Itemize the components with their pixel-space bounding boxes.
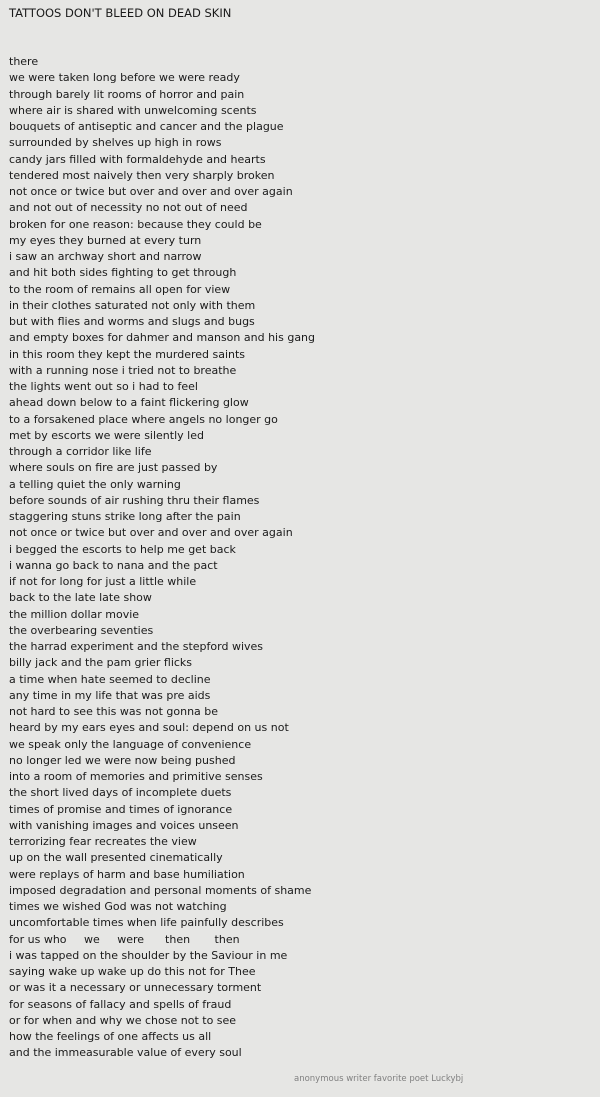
poem-title: TATTOOS DON'T BLEED ON DEAD SKIN bbox=[9, 6, 232, 20]
poem-line: times of promise and times of ignorance bbox=[9, 802, 233, 816]
poem-line: we speak only the language of convenience bbox=[9, 737, 252, 751]
poem-line: and empty boxes for dahmer and manson and his gang bbox=[9, 331, 316, 345]
poem-line: or was it a necessary or unnecessary torment bbox=[9, 981, 262, 995]
poem-line: and hit both sides fighting to get through bbox=[9, 266, 237, 280]
poem-line: the short lived days of incomplete duets bbox=[9, 786, 232, 800]
author-credit: anonymous writer favorite poet Luckybj bbox=[294, 1074, 464, 1084]
poem-line: if not for long for just a little while bbox=[9, 575, 197, 588]
poem-line: for seasons of fallacy and spells of fraud bbox=[9, 997, 232, 1011]
poem-line: candy jars filled with formaldehyde and hearts bbox=[9, 152, 266, 166]
poem-line: surrounded by shelves up high in rows bbox=[9, 136, 222, 150]
poem-line: tendered most naively then very sharply broken bbox=[9, 168, 275, 182]
poem-line: with vanishing images and voices unseen bbox=[9, 818, 239, 832]
poem-line: how the feelings of one affects us all bbox=[9, 1030, 212, 1043]
poem-line: not once or twice but over and over and over again bbox=[9, 526, 293, 540]
poem-line: back to the late late show bbox=[9, 591, 152, 605]
poem-line: in their clothes saturated not only with them bbox=[9, 298, 256, 312]
poem-line: heard by my ears eyes and soul: depend on us not bbox=[9, 721, 289, 735]
poem-line: terrorizing fear recreates the view bbox=[9, 835, 197, 848]
poem-line: into a room of memories and primitive senses bbox=[9, 770, 263, 783]
poem-line: the overbearing seventies bbox=[9, 623, 154, 637]
poem-line: up on the wall presented cinematically bbox=[9, 851, 223, 865]
poem-line: a time when hate seemed to decline bbox=[9, 672, 211, 686]
poem-line: in this room they kept the murdered saints bbox=[9, 347, 246, 361]
poem-line: staggering stuns strike long after the pain bbox=[9, 510, 241, 523]
poem-line: ahead down below to a faint flickering glow bbox=[9, 396, 249, 410]
poem-line: i begged the escorts to help me get back bbox=[9, 542, 236, 556]
poem-line: and not out of necessity no not out of need bbox=[9, 201, 248, 215]
poem-line: billy jack and the pam grier flicks bbox=[9, 656, 193, 670]
poem-line: the million dollar movie bbox=[9, 607, 140, 621]
poem-line: through a corridor like life bbox=[9, 445, 152, 458]
poem-line: uncomfortable times when life painfully describes bbox=[9, 916, 284, 930]
poem-line: and the immeasurable value of every soul bbox=[9, 1046, 242, 1060]
poem-line: for us who we were then then bbox=[9, 932, 240, 946]
poem-line: i saw an archway short and narrow bbox=[9, 250, 202, 263]
poem-line: met by escorts we were silently led bbox=[9, 428, 204, 442]
poem-line: where air is shared with unwelcoming scents bbox=[9, 103, 257, 117]
poem-line: but with flies and worms and slugs and bugs bbox=[9, 315, 255, 328]
poem-line: there bbox=[9, 55, 39, 68]
poem-line: not once or twice but over and over and over again bbox=[9, 185, 293, 198]
poem-line: a telling quiet the only warning bbox=[9, 477, 181, 491]
poem-line: with a running nose i tried not to breathe bbox=[9, 363, 237, 377]
poem-line: broken for one reason: because they could be bbox=[9, 217, 262, 231]
poem-line: not hard to see this was not gonna be bbox=[9, 705, 219, 718]
poem-line: bouquets of antiseptic and cancer and the plague bbox=[9, 120, 284, 133]
poem-line: any time in my life that was pre aids bbox=[9, 688, 211, 702]
poem-line: times we wished God was not watching bbox=[9, 900, 227, 913]
poem-line: i wanna go back to nana and the pact bbox=[9, 558, 218, 572]
poem-line: or for when and why we chose not to see bbox=[9, 1013, 237, 1027]
poem-line: i was tapped on the shoulder by the Saviour in me bbox=[9, 948, 288, 962]
poem-line: before sounds of air rushing thru their flames bbox=[9, 493, 260, 507]
poem-body bbox=[9, 54, 594, 1062]
poem-line: my eyes they burned at every turn bbox=[9, 233, 202, 247]
poem-line: the lights went out so i had to feel bbox=[9, 380, 198, 393]
poem-line: no longer led we were now being pushed bbox=[9, 753, 236, 767]
poem-line: imposed degradation and personal moments of shame bbox=[9, 883, 312, 897]
poem-line: where souls on fire are just passed by bbox=[9, 461, 218, 475]
poem-line: we were taken long before we were ready bbox=[9, 71, 240, 85]
poem-line: through barely lit rooms of horror and pain bbox=[9, 87, 245, 101]
poem-line: were replays of harm and base humiliation bbox=[9, 867, 245, 881]
poem-line: saying wake up wake up do this not for Thee bbox=[9, 965, 256, 978]
poem-line: the harrad experiment and the stepford wives bbox=[9, 640, 264, 653]
poem-line: to the room of remains all open for view bbox=[9, 282, 231, 296]
poem-line: to a forsakened place where angels no longer go bbox=[9, 412, 278, 426]
